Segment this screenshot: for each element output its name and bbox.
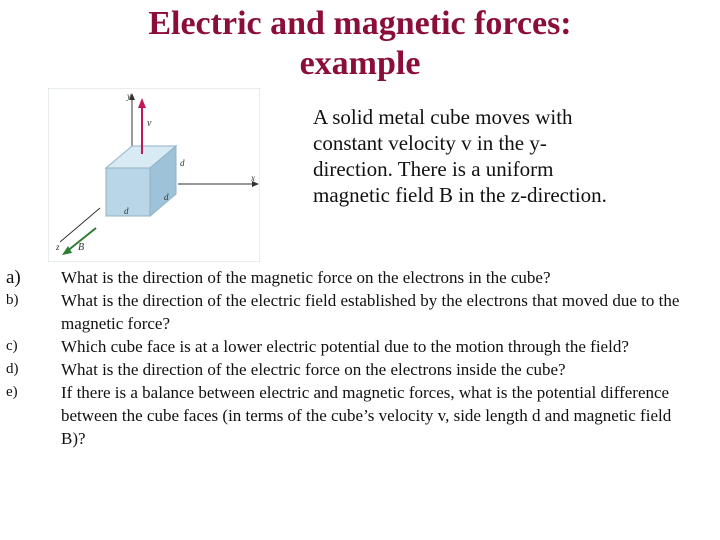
title-line-1: Electric and magnetic forces:: [148, 5, 572, 42]
question-text: If there is a balance between electric and magnetic forces, what is the potential difference between the cube faces (in terms of the cube’s velocity v, side length d and magnetic field B)?: [61, 383, 672, 448]
cube-diagram-svg: [48, 88, 260, 262]
title-line-2: example: [299, 45, 421, 82]
question-e: [6, 381, 696, 450]
intro-paragraph: [313, 104, 623, 208]
slide-title: [90, 4, 630, 84]
question-text: What is the direction of the electric force on the electrons inside the cube?: [61, 360, 566, 379]
question-list: [6, 266, 696, 450]
question-letter: b): [6, 292, 19, 308]
question-letter: e): [6, 384, 18, 400]
cube-diagram: [48, 88, 260, 262]
intro-text: A solid metal cube moves with constant velocity v in the y-direction. There is a uniform magnetic field B in the z-direction.: [313, 105, 607, 207]
question-b: [6, 289, 696, 335]
question-d: [6, 358, 696, 381]
label-v: v: [147, 118, 152, 129]
label-d-bottom: d: [124, 206, 129, 216]
question-text: What is the direction of the electric field established by the electrons that moved due to the magnetic force?: [61, 291, 680, 333]
question-text: Which cube face is at a lower electric potential due to the motion through the field?: [61, 337, 629, 356]
question-text: What is the direction of the magnetic force on the electrons in the cube?: [61, 268, 551, 287]
label-d-right: d: [180, 158, 185, 168]
question-letter: c): [6, 338, 18, 354]
label-d-front: d: [164, 192, 169, 202]
question-c: [6, 335, 696, 358]
label-x: x: [251, 173, 255, 183]
label-B: B: [78, 242, 85, 253]
question-a: [6, 266, 696, 289]
question-letter: a): [6, 267, 21, 288]
question-letter: d): [6, 361, 19, 377]
label-y: y: [127, 91, 131, 101]
label-z: z: [56, 242, 60, 252]
